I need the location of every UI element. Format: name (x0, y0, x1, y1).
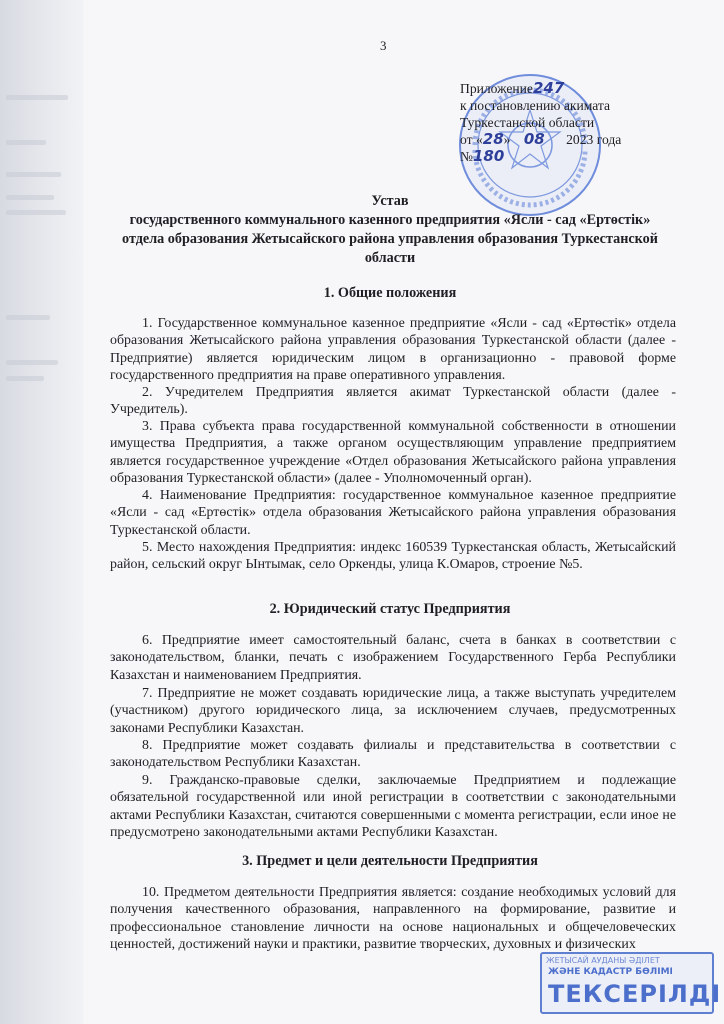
section-heading-2: 2. Юридический статус Предприятия (269, 601, 511, 617)
scan-margin-previous-page (0, 0, 82, 1024)
document-title: Устав государственного коммунального казенного предприятия «Ясли - сад «Ертөстік» отдела образования Жетысайского района управления образования Туркестанской области (122, 193, 658, 266)
paragraph-5: 5. Место нахождения Предприятия: индекс 160539 Туркестанская область, Жетысайский район, сельский округ Ынтымак, село Оркенды, улица К.Омаров, строение №5. (110, 540, 676, 573)
page-number: 3 (380, 38, 387, 53)
section-heading-1: 1. Общие положения (323, 285, 457, 301)
verification-stamp: ЖЕТЫСАЙ АУДАНЫ ӘДІЛЕТ ЖӘНЕ КАДАСТР БӨЛІМІ ТЕКСЕРІЛДІ (540, 952, 714, 1014)
appendix-region: Туркестанской области (460, 115, 595, 130)
handwritten-resolution-number: 180 (472, 147, 505, 165)
paragraph-8: 8. Предприятие может создавать филиалы и представительства в соответствии с законодательством Республики Казахстан. (110, 738, 676, 771)
paragraph-1: 1. Государственное коммунальное казенное предприятие «Ясли - сад «Ертөстік» отдела образования Жетысайского района управления образования Туркестанской области (далее - Предприятие) является юридическим лицом в организационно - правовой форме государственного предприятия на праве оперативного управления. (110, 316, 676, 384)
appendix-number: №180 (460, 147, 505, 165)
paragraph-3: 3. Права субъекта права государственной коммунальной собственности в отношении имущества Предприятия, а также органом осуществляющим управление предприятием является государственное учреждение «Отдел образования Жетысайского района управления образования Туркестанской области» (далее - Уполномоченный орган). (110, 419, 676, 487)
paragraph-10: 10. Предметом деятельности Предприятия является: создание необходимых условий для получения качественного образования, направленного на формирование, развитие и профессиональное становление личности на основе национальных и общечеловеческих ценностей, достижений науки и практики, развитие творческих, духовных и физических (110, 885, 676, 953)
paragraph-7: 7. Предприятие не может создавать юридические лица, а также выступать учредителем (участником) другого юридического лица, за исключением случаев, предусмотренных законами Республики Казахстан. (110, 686, 676, 736)
handwritten-day: 28 (482, 130, 504, 148)
section-heading-3: 3. Предмет и цели деятельности Предприятия (242, 853, 538, 869)
appendix-block (460, 80, 621, 165)
appendix-label: Приложение (460, 81, 533, 96)
handwritten-month: 08 (523, 130, 545, 148)
paragraph-9: 9. Гражданско-правовые сделки, заключаемые Предприятием и подлежащие обязательной государственной или иной регистрации в соответствии с законодательными актами Республики Казахстан, считаются совершенными с момента регистрации, если иное не предусмотрено законодательными актами Республики Казахстан. (110, 773, 676, 841)
paragraph-4: 4. Наименование Предприятия: государственное коммунальное казенное предприятие «Ясли - сад «Ертөстік» отдела образования Жетысайского района управления образования Туркестанской области. (110, 488, 676, 538)
appendix-resolution: к постановлению акимата (460, 98, 611, 113)
handwritten-appendix-number: 247 (532, 79, 565, 97)
paragraph-2: 2. Учредителем Предприятия является акимат Туркестанской области (далее - Учредитель). (110, 385, 676, 418)
appendix-date: от «28» 08 2023 года (460, 130, 622, 148)
paragraph-6: 6. Предприятие имеет самостоятельный баланс, счета в банках в соответствии с законодательством, бланки, печать с изображением Государственного Герба Республики Казахстан и наименованием Предприятия. (110, 633, 676, 683)
